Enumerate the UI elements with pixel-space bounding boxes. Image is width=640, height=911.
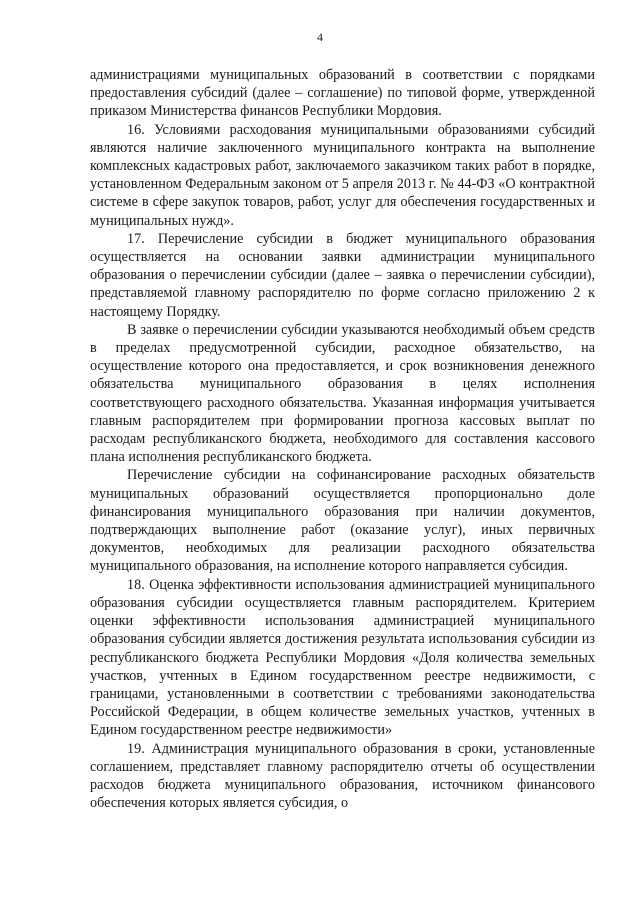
paragraph-continuation: администрациями муниципальных образований в соответствии с порядками предоставления субсидий (далее – соглашение) по типовой форме, утвержденной приказом Министерства финансов Республики Мордовия. xyxy=(90,67,595,120)
paragraph-16: 16. Условиями расходования муниципальными образованиями субсидий являются наличие заключенного муниципального контракта на выполнение комплексных кадастровых работ, заключаемого заказчиком таких работ в порядке, установленном Федеральным законом от 5 апреля 2013 г. № 44-ФЗ «О контрактной системе в сфере закупок товаров, работ, услуг для обеспечения государственных и муниципальных нужд». xyxy=(90,121,595,229)
paragraph-19: 19. Администрация муниципального образования в сроки, установленные соглашением, представляет главному распорядителю отчеты об осуществлении расходов бюджета муниципального образования, источником финансового обеспечения которых является субсидия, о xyxy=(90,740,595,812)
document-body xyxy=(90,66,595,812)
page-number: 4 xyxy=(317,30,323,44)
paragraph-17: 17. Перечисление субсидии в бюджет муниципального образования осуществляется на основании заявки администрации муниципального образования о перечислении субсидии (далее – заявка о перечислении субсидии), представляемой главному распорядителю по форме согласно приложению 2 к настоящему Порядку. xyxy=(90,230,595,320)
paragraph-17-cofinancing: Перечисление субсидии на софинансирование расходных обязательств муниципальных образований осуществляется пропорционально доле финансирования муниципального образования при наличии документов, подтверждающих выполнение работ (оказание услуг), иных первичных документов, необходимых для реализации расходного обязательства муниципального образования, на исполнение которого направляется субсидия. xyxy=(90,467,595,575)
paragraph-17-request-contents: В заявке о перечислении субсидии указываются необходимый объем средств в пределах предусмотренной субсидии, расходное обязательство, на осуществление которого она предоставляется, и срок возникновения денежного обязательства муниципального образования в целях исполнения соответствующего расходного обязательства. Указанная информация учитывается главным распорядителем при формировании прогноза кассовых выплат по расходам республиканского бюджета, необходимого для составления кассового плана исполнения республиканского бюджета. xyxy=(90,321,595,466)
paragraph-18: 18. Оценка эффективности использования администрацией муниципального образования субсидии осуществляется главным распорядителем. Критерием оценки эффективности использования администрацией муниципального образования субсидии является достижения результата использования субсидии из республиканского бюджета Республики Мордовия «Доля количества земельных участков, учтенных в Едином государственном реестре недвижимости, с границами, установленными в соответствии с требованиями законодательства Российской Федерации, в общем количестве земельных участков, учтенных в Едином государственном реестре недвижимости» xyxy=(90,576,595,739)
